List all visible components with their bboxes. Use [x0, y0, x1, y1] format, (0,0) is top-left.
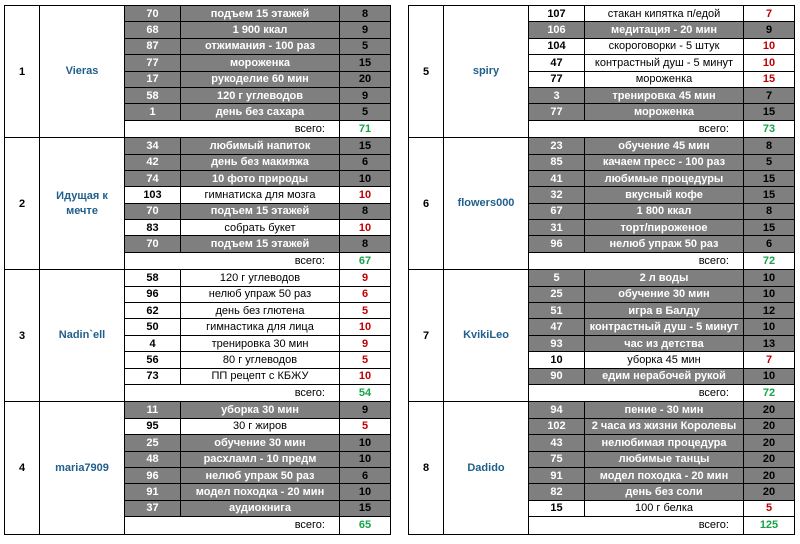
total-value: 73 [762, 122, 776, 135]
participant-block [4, 401, 391, 534]
task-number: 91 [529, 468, 585, 483]
total-spacer [125, 385, 181, 401]
task-name: 2 л воды [585, 270, 744, 285]
task-list [529, 6, 794, 137]
task-number: 77 [529, 72, 585, 87]
task-number: 32 [529, 187, 585, 202]
task-points: 5 [340, 39, 390, 54]
participant-number: 8 [409, 402, 444, 533]
total-row [529, 121, 794, 137]
task-points: 7 [765, 7, 773, 20]
task-number: 41 [529, 171, 585, 186]
task-row [529, 352, 794, 368]
participant-name: KvikiLeo [444, 270, 529, 401]
task-name: 80 г углеводов [181, 352, 340, 367]
task-name: любимые танцы [585, 452, 744, 467]
total-value: 125 [759, 519, 779, 532]
task-row [125, 419, 390, 435]
task-name: уборка 30 мин [181, 402, 340, 417]
task-number: 96 [529, 236, 585, 251]
task-points: 9 [340, 22, 390, 37]
task-name: обучение 45 мин [585, 138, 744, 153]
task-number: 107 [529, 6, 585, 21]
task-number: 93 [529, 336, 585, 351]
task-number: 58 [125, 270, 181, 285]
task-name: стакан кипятка п/едой [585, 6, 744, 21]
task-points: 10 [358, 370, 372, 383]
task-row [529, 336, 794, 352]
task-name: день без макияжа [181, 155, 340, 170]
task-points: 9 [340, 402, 390, 417]
participant-block [4, 5, 391, 138]
task-number: 5 [529, 270, 585, 285]
task-row [529, 171, 794, 187]
task-name: вкусный кофе [585, 187, 744, 202]
task-name: качаем пресс - 100 раз [585, 155, 744, 170]
task-name: медитация - 20 мин [585, 22, 744, 37]
task-name: подъем 15 этажей [181, 6, 340, 21]
task-number: 102 [529, 419, 585, 434]
task-name: час из детства [585, 336, 744, 351]
task-row [125, 104, 390, 120]
task-number: 77 [529, 104, 585, 119]
task-number: 10 [529, 352, 585, 367]
task-name: нелюб упраж 50 раз [181, 287, 340, 302]
participant-block [4, 137, 391, 270]
task-points: 9 [361, 337, 369, 350]
task-number: 103 [125, 187, 181, 202]
task-number: 95 [125, 419, 181, 434]
participant-block [408, 269, 795, 402]
task-points: 10 [762, 40, 776, 53]
total-row [125, 517, 390, 533]
task-name: гимнастика для лица [181, 319, 340, 334]
task-points: 20 [340, 72, 390, 87]
task-points: 10 [358, 188, 372, 201]
task-points: 15 [762, 73, 776, 86]
task-name: 2 часа из жизни Королевы [585, 419, 744, 434]
task-row [125, 236, 390, 252]
task-name: тренировка 30 мин [181, 336, 340, 351]
task-number: 25 [529, 287, 585, 302]
task-points: 20 [744, 452, 794, 467]
task-number: 51 [529, 303, 585, 318]
total-value: 72 [762, 387, 776, 400]
task-number: 34 [125, 138, 181, 153]
task-points: 13 [744, 336, 794, 351]
task-name: мороженка [585, 104, 744, 119]
participant-name: Nadin`ell [40, 270, 125, 401]
total-row [529, 253, 794, 269]
task-points: 5 [340, 104, 390, 119]
task-points: 7 [744, 88, 794, 103]
task-points: 5 [765, 502, 773, 515]
participant-number: 2 [5, 138, 40, 269]
total-label: всего: [585, 517, 744, 533]
task-points: 15 [340, 501, 390, 516]
total-row [529, 385, 794, 401]
task-row [125, 187, 390, 203]
task-points: 10 [340, 484, 390, 499]
task-row [125, 435, 390, 451]
task-name: день без соли [585, 484, 744, 499]
task-points: 15 [744, 187, 794, 202]
task-list [529, 402, 794, 533]
task-points: 6 [340, 155, 390, 170]
participant-number: 1 [5, 6, 40, 137]
task-name: торт/пироженое [585, 220, 744, 235]
task-name: любимые процедуры [585, 171, 744, 186]
task-number: 68 [125, 22, 181, 37]
task-points: 12 [744, 303, 794, 318]
task-points: 20 [744, 484, 794, 499]
task-name: 30 г жиров [181, 419, 340, 434]
task-name: 1 900 ккал [181, 22, 340, 37]
task-row [529, 419, 794, 435]
task-number: 4 [125, 336, 181, 351]
task-row [529, 187, 794, 203]
task-name: 1 800 ккал [585, 204, 744, 219]
task-row [125, 303, 390, 319]
participant-block [408, 401, 795, 534]
task-row [529, 55, 794, 71]
task-points: 20 [744, 419, 794, 434]
task-points: 10 [744, 270, 794, 285]
task-name: контрастный душ - 5 минут [585, 55, 744, 70]
task-row [529, 484, 794, 500]
task-name: подъем 15 этажей [181, 204, 340, 219]
task-points: 10 [358, 321, 372, 334]
task-name: уборка 45 мин [585, 352, 744, 367]
task-name: нелюб упраж 50 раз [181, 468, 340, 483]
task-points: 20 [744, 435, 794, 450]
task-row [529, 270, 794, 286]
task-list [125, 138, 390, 269]
task-number: 82 [529, 484, 585, 499]
task-number: 17 [125, 72, 181, 87]
task-name: день без сахара [181, 104, 340, 119]
task-list [125, 6, 390, 137]
task-points: 15 [340, 55, 390, 70]
task-number: 50 [125, 319, 181, 334]
total-spacer [529, 385, 585, 401]
task-row [529, 6, 794, 22]
task-row [125, 501, 390, 517]
total-row [529, 517, 794, 533]
task-row [529, 369, 794, 385]
task-row [529, 104, 794, 120]
task-name: модел походка - 20 мин [181, 484, 340, 499]
task-name: модел походка - 20 мин [585, 468, 744, 483]
task-points: 9 [340, 88, 390, 103]
task-points: 15 [340, 138, 390, 153]
task-points: 20 [744, 468, 794, 483]
task-name: нелюбимая процедура [585, 435, 744, 450]
task-points: 10 [762, 56, 776, 69]
task-points: 5 [361, 353, 369, 366]
participant-name: Dadido [444, 402, 529, 533]
participant-block [408, 5, 795, 138]
task-row [125, 319, 390, 335]
task-number: 23 [529, 138, 585, 153]
participant-number: 3 [5, 270, 40, 401]
left-table [4, 5, 391, 535]
task-points: 5 [744, 155, 794, 170]
task-name: гимнатиска для мозга [181, 187, 340, 202]
task-points: 10 [744, 369, 794, 384]
task-name: подъем 15 этажей [181, 236, 340, 251]
task-number: 67 [529, 204, 585, 219]
participant-name: maria7909 [40, 402, 125, 533]
task-number: 58 [125, 88, 181, 103]
task-row [125, 270, 390, 286]
task-name: мороженка [181, 55, 340, 70]
total-spacer [529, 253, 585, 269]
task-number: 47 [529, 319, 585, 334]
task-number: 70 [125, 236, 181, 251]
task-number: 43 [529, 435, 585, 450]
task-row [125, 155, 390, 171]
task-row [125, 204, 390, 220]
task-points: 8 [340, 204, 390, 219]
task-name: контрастный душ - 5 минут [585, 319, 744, 334]
participant-number: 6 [409, 138, 444, 269]
task-number: 42 [125, 155, 181, 170]
task-row [529, 402, 794, 418]
task-name: любимый напиток [181, 138, 340, 153]
task-row [125, 287, 390, 303]
task-points: 10 [340, 452, 390, 467]
task-points: 10 [744, 319, 794, 334]
task-name: рукоделие 60 мин [181, 72, 340, 87]
task-row [529, 435, 794, 451]
task-row [529, 204, 794, 220]
total-label: всего: [181, 121, 340, 137]
task-row [125, 402, 390, 418]
task-name: обучение 30 мин [181, 435, 340, 450]
task-list [125, 270, 390, 401]
task-number: 15 [529, 501, 585, 516]
total-spacer [125, 517, 181, 533]
task-number: 3 [529, 88, 585, 103]
task-name: нелюб упраж 50 раз [585, 236, 744, 251]
task-number: 91 [125, 484, 181, 499]
task-list [125, 402, 390, 533]
task-row [529, 88, 794, 104]
task-row [529, 303, 794, 319]
task-row [529, 452, 794, 468]
task-row [125, 336, 390, 352]
task-row [529, 72, 794, 88]
task-row [529, 319, 794, 335]
participant-name: Vieras [40, 6, 125, 137]
task-points: 9 [361, 271, 369, 284]
task-number: 94 [529, 402, 585, 417]
task-points: 7 [765, 353, 773, 366]
task-points: 15 [744, 220, 794, 235]
task-number: 85 [529, 155, 585, 170]
task-row [529, 468, 794, 484]
task-number: 62 [125, 303, 181, 318]
task-number: 77 [125, 55, 181, 70]
right-table [408, 5, 795, 535]
total-spacer [125, 121, 181, 137]
task-points: 8 [340, 236, 390, 251]
task-name: собрать букет [181, 220, 340, 235]
task-points: 10 [358, 221, 372, 234]
task-number: 106 [529, 22, 585, 37]
task-row [125, 55, 390, 71]
participant-block [408, 137, 795, 270]
task-list [529, 270, 794, 401]
participant-block [4, 269, 391, 402]
total-value: 67 [358, 255, 372, 268]
task-points: 20 [744, 402, 794, 417]
total-spacer [529, 517, 585, 533]
total-value: 54 [358, 387, 372, 400]
task-points: 15 [744, 104, 794, 119]
task-row [529, 138, 794, 154]
task-points: 10 [744, 287, 794, 302]
task-points: 5 [361, 420, 369, 433]
task-name: тренировка 45 мин [585, 88, 744, 103]
task-number: 73 [125, 369, 181, 384]
participant-number: 7 [409, 270, 444, 401]
task-row [125, 72, 390, 88]
task-number: 1 [125, 104, 181, 119]
total-label: всего: [181, 517, 340, 533]
total-label: всего: [585, 253, 744, 269]
task-number: 56 [125, 352, 181, 367]
task-row [125, 171, 390, 187]
task-number: 104 [529, 39, 585, 54]
participant-number: 5 [409, 6, 444, 137]
task-points: 8 [744, 204, 794, 219]
task-number: 31 [529, 220, 585, 235]
task-name: отжимания - 100 раз [181, 39, 340, 54]
task-row [529, 236, 794, 252]
task-points: 5 [361, 304, 369, 317]
task-row [125, 484, 390, 500]
task-number: 11 [125, 402, 181, 417]
task-number: 83 [125, 220, 181, 235]
task-row [125, 6, 390, 22]
total-label: всего: [585, 121, 744, 137]
task-row [125, 39, 390, 55]
participant-name: spiry [444, 6, 529, 137]
task-row [125, 22, 390, 38]
task-name: 100 г белка [585, 501, 744, 516]
total-label: всего: [181, 385, 340, 401]
task-name: мороженка [585, 72, 744, 87]
task-row [125, 369, 390, 385]
task-number: 87 [125, 39, 181, 54]
task-number: 70 [125, 204, 181, 219]
task-row [125, 88, 390, 104]
task-points: 15 [744, 171, 794, 186]
participant-number: 4 [5, 402, 40, 533]
task-name: игра в Балду [585, 303, 744, 318]
task-number: 48 [125, 452, 181, 467]
task-row [529, 22, 794, 38]
task-points: 10 [340, 171, 390, 186]
total-value: 72 [762, 255, 776, 268]
task-number: 96 [125, 468, 181, 483]
task-points: 9 [744, 22, 794, 37]
task-row [529, 287, 794, 303]
task-name: день без глютена [181, 303, 340, 318]
task-name: скороговорки - 5 штук [585, 39, 744, 54]
total-spacer [529, 121, 585, 137]
task-number: 74 [125, 171, 181, 186]
task-points: 6 [744, 236, 794, 251]
task-name: аудиокнига [181, 501, 340, 516]
task-name: 120 г углеводов [181, 270, 340, 285]
total-row [125, 385, 390, 401]
task-number: 47 [529, 55, 585, 70]
task-row [529, 501, 794, 517]
task-number: 37 [125, 501, 181, 516]
task-row [125, 138, 390, 154]
task-row [529, 39, 794, 55]
task-row [125, 352, 390, 368]
task-points: 8 [744, 138, 794, 153]
total-row [125, 121, 390, 137]
task-name: пение - 30 мин [585, 402, 744, 417]
task-points: 6 [340, 468, 390, 483]
task-name: ПП рецепт с КБЖУ [181, 369, 340, 384]
task-row [529, 220, 794, 236]
total-label: всего: [181, 253, 340, 269]
task-row [125, 452, 390, 468]
total-row [125, 253, 390, 269]
task-points: 10 [340, 435, 390, 450]
task-number: 70 [125, 6, 181, 21]
task-name: 10 фото природы [181, 171, 340, 186]
task-number: 75 [529, 452, 585, 467]
total-label: всего: [585, 385, 744, 401]
total-spacer [125, 253, 181, 269]
task-number: 96 [125, 287, 181, 302]
task-name: обучение 30 мин [585, 287, 744, 302]
task-name: едим нерабочей рукой [585, 369, 744, 384]
participant-name: Идущая к мечте [40, 138, 125, 269]
participant-name: flowers000 [444, 138, 529, 269]
task-number: 90 [529, 369, 585, 384]
task-row [529, 155, 794, 171]
task-points: 8 [340, 6, 390, 21]
task-points: 6 [361, 288, 369, 301]
task-row [125, 220, 390, 236]
total-value: 71 [358, 122, 372, 135]
task-row [125, 468, 390, 484]
task-list [529, 138, 794, 269]
task-name: 120 г углеводов [181, 88, 340, 103]
task-name: расхламл - 10 предм [181, 452, 340, 467]
task-number: 25 [125, 435, 181, 450]
total-value: 65 [358, 519, 372, 532]
